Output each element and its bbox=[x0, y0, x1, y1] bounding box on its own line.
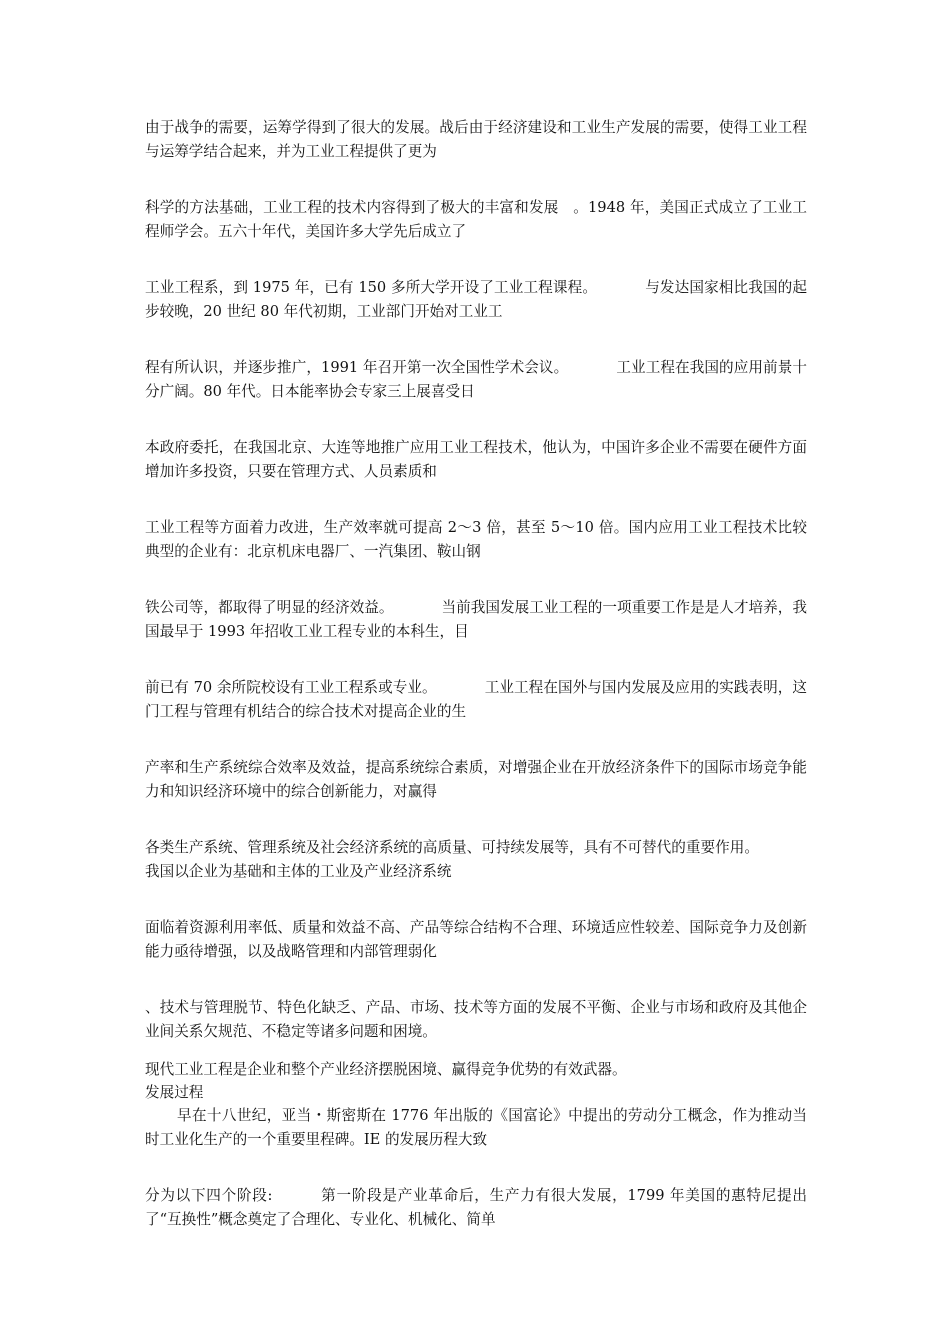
paragraph-3: 工业工程系，到 1975 年，已有 150 多所大学开设了工业工程课程。 与发达国家相比我国的起步较晚，20 世纪 80 年代初期，工业部门开始对工业工 bbox=[145, 279, 807, 320]
paragraph-1: 由于战争的需要，运筹学得到了很大的发展。战后由于经济建设和工业生产发展的需要，使得工业工程与运筹学结合起来，并为工业工程提供了更为 bbox=[145, 119, 807, 160]
section-heading: 发展过程 bbox=[145, 1084, 204, 1101]
paragraph-12: 、技术与管理脱节、特色化缺乏、产品、市场、技术等方面的发展不平衡、企业与市场和政府及其他企业间关系欠规范、不稳定等诸多问题和困境。 bbox=[145, 999, 807, 1040]
paragraph-5: 本政府委托，在我国北京、大连等地推广应用工业工程技术，他认为，中国许多企业不需要在硬件方面增加许多投资，只要在管理方式、人员素质和 bbox=[145, 439, 807, 480]
paragraph-11: 面临着资源利用率低、质量和效益不高、产品等综合结构不合理、环境适应性较差、国际竞争力及创新能力亟待增强，以及战略管理和内部管理弱化 bbox=[145, 919, 807, 960]
section-paragraph-1: 早在十八世纪，亚当・斯密斯在 1776 年出版的《国富论》中提出的劳动分工概念，作为推动当时工业化生产的一个重要里程碑。IE 的发展历程大致 bbox=[145, 1107, 807, 1148]
paragraph-9: 产率和生产系统综合效率及效益，提高系统综合素质，对增强企业在开放经济条件下的国际市场竞争能力和知识经济环境中的综合创新能力，对赢得 bbox=[145, 759, 807, 800]
paragraph-2: 科学的方法基础，工业工程的技术内容得到了极大的丰富和发展 。1948 年，美国正式成立了工业工程师学会。五六十年代，美国许多大学先后成立了 bbox=[145, 199, 807, 240]
section-paragraph-2: 分为以下四个阶段: 第一阶段是产业革命后，生产力有很大发展，1799 年美国的惠特尼提出了“互换性”概念奠定了合理化、专业化、机械化、简单 bbox=[145, 1187, 807, 1228]
paragraph-7: 铁公司等，都取得了明显的经济效益。 当前我国发展工业工程的一项重要工作是是人才培养，我国最早于 1993 年招收工业工程专业的本科生，目 bbox=[145, 599, 807, 640]
body-text bbox=[145, 116, 807, 1232]
paragraph-10: 各类生产系统、管理系统及社会经济系统的高质量、可持续发展等，具有不可替代的重要作用。我国以企业为基础和主体的工业及产业经济系统 bbox=[145, 839, 759, 880]
paragraph-8: 前已有 70 余所院校设有工业工程系或专业。 工业工程在国外与国内发展及应用的实践表明，这门工程与管理有机结合的综合技术对提高企业的生 bbox=[145, 679, 807, 720]
paragraph-6: 工业工程等方面着力改进，生产效率就可提高 2～3 倍，甚至 5～10 倍。国内应用工业工程技术比较典型的企业有：北京机床电器厂、一汽集团、鞍山钢 bbox=[145, 519, 807, 560]
paragraph-4: 程有所认识，并逐步推广，1991 年召开第一次全国性学术会议。 工业工程在我国的应用前景十分广阔。80 年代。日本能率协会专家三上展喜受日 bbox=[145, 359, 807, 400]
closing-sentence: 现代工业工程是企业和整个产业经济摆脱困境、赢得竞争优势的有效武器。 bbox=[145, 1061, 627, 1078]
